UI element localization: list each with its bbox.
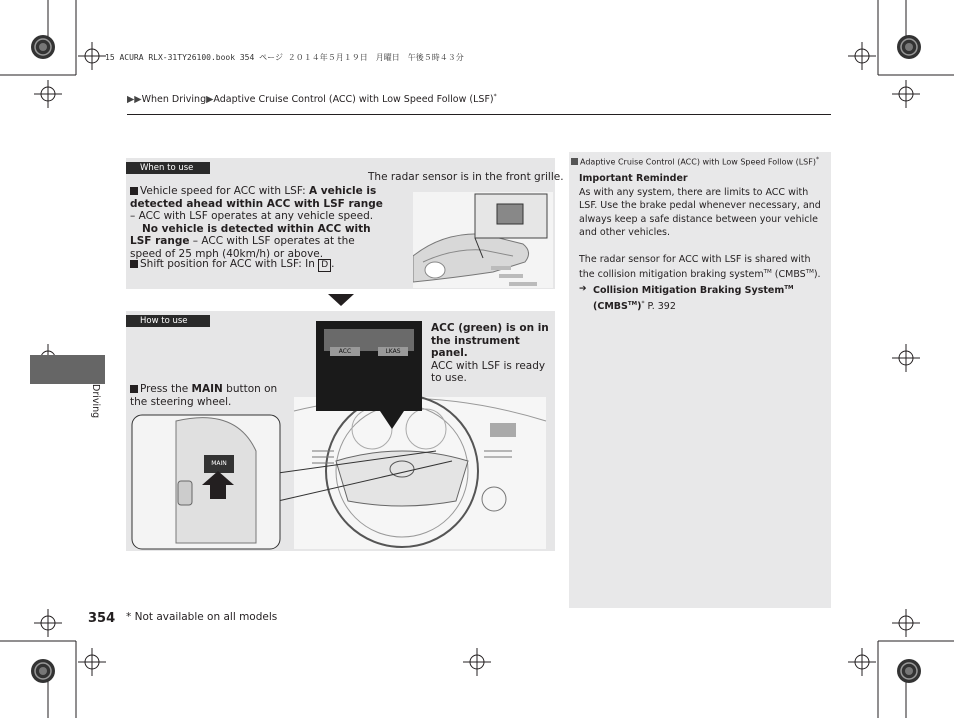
text-bold: No vehicle is detected within ACC with LSF range — [130, 222, 371, 247]
note-header — [571, 156, 819, 167]
text: Press the — [140, 383, 192, 395]
text-bold: MAIN — [191, 383, 223, 395]
trademark: TM — [784, 284, 794, 291]
text-bold: (CMBS — [593, 301, 628, 313]
text-bold: ) — [637, 301, 642, 313]
rosette-icon — [897, 35, 921, 59]
crosshair-icon — [892, 80, 920, 108]
how-to-use-box — [126, 311, 555, 551]
reference-arrow-icon: ➔ — [579, 283, 587, 294]
note-paragraph — [579, 253, 825, 282]
crosshair-icon — [848, 648, 876, 676]
bullet-square-icon — [130, 187, 138, 195]
bullet-square-icon — [130, 260, 138, 268]
radar-caption: The radar sensor is in the front grille. — [368, 171, 564, 183]
asterisk: * — [815, 156, 819, 163]
lkas-indicator: LKAS — [385, 348, 401, 355]
acc-indicator: ACC — [338, 348, 352, 355]
crosshair-icon — [463, 648, 491, 676]
when-to-use-label: When to use — [126, 162, 210, 174]
page-number: 354 — [88, 611, 116, 626]
trademark: TM — [805, 269, 814, 275]
crosshair-icon — [34, 609, 62, 637]
text: . — [331, 258, 335, 270]
breadcrumb-arrow-icon: ▶ — [206, 94, 214, 106]
trademark: TM — [763, 269, 772, 275]
text: Adaptive Cruise Control (ACC) with Low Speed Follow (LSF) — [580, 157, 816, 167]
rosette-icon — [31, 659, 55, 683]
how-to-use-label: How to use — [126, 315, 210, 327]
down-arrow-icon — [328, 294, 354, 306]
crosshair-icon — [892, 609, 920, 637]
rosette-icon — [31, 35, 55, 59]
footnote: * Not available on all models — [126, 611, 278, 623]
crosshair-icon — [78, 42, 106, 70]
when-to-use-box — [126, 158, 564, 289]
crosshair-icon — [78, 648, 106, 676]
asterisk: * — [641, 300, 645, 308]
gear-d-icon: D — [318, 259, 331, 272]
note-paragraph: As with any system, there are limits to ACC with LSF. Use the brake pedal whenever necessary, and always keep a safe distance between your vehicle and other vehicles. — [579, 186, 821, 238]
breadcrumb — [127, 93, 497, 105]
speed-condition — [130, 185, 388, 260]
text: Vehicle speed for ACC with LSF: — [140, 185, 309, 197]
text: Shift position for ACC with LSF: In — [140, 258, 319, 270]
breadcrumb-arrow-icon: ▶▶ — [127, 94, 142, 106]
page-reference: P. 392 — [644, 301, 676, 313]
text-bold: A vehicle is detected ahead within ACC with LSF range — [130, 185, 383, 210]
text: ACC with LSF is ready to use. — [431, 359, 546, 384]
car-radar-illustration — [413, 192, 553, 288]
breadcrumb-item: Adaptive Cruise Control (ACC) with Low Speed Follow (LSF) — [213, 94, 494, 106]
text: – ACC with LSF operates at the speed of 25 mph (40km/h) or above. — [130, 235, 355, 260]
text-bold: ACC (green) is on in the instrument panel. — [431, 322, 549, 359]
note-body — [579, 172, 825, 314]
section-marker-icon — [571, 158, 578, 165]
shift-condition — [130, 258, 335, 272]
crosshair-icon — [892, 344, 920, 372]
print-header: 15 ACURA RLX-31TY26100.book 354 ページ ２０１４年５月１９日 月曜日 午後５時４３分 — [105, 53, 464, 62]
cross-reference-link[interactable] — [579, 282, 825, 314]
breadcrumb-item: When Driving — [141, 94, 207, 106]
text: button on the steering wheel. — [130, 383, 278, 408]
text: The radar sensor for ACC with LSF is shared with the collision mitigation braking system — [579, 253, 811, 281]
header-rule — [127, 114, 831, 115]
side-tab-label: Driving — [90, 384, 101, 419]
text-bold: Collision Mitigation Braking System — [593, 284, 785, 296]
trademark: TM — [627, 301, 638, 308]
crosshair-icon — [34, 80, 62, 108]
asterisk: * — [493, 93, 497, 100]
text: – ACC with LSF operates at any vehicle speed. — [130, 210, 374, 222]
text: ). — [813, 269, 821, 281]
note-title: Important Reminder — [579, 173, 688, 184]
side-tab — [30, 355, 105, 384]
rosette-icon — [897, 659, 921, 683]
text: (CMBS — [771, 269, 806, 281]
crosshair-icon — [848, 42, 876, 70]
main-button: MAIN — [211, 460, 227, 467]
